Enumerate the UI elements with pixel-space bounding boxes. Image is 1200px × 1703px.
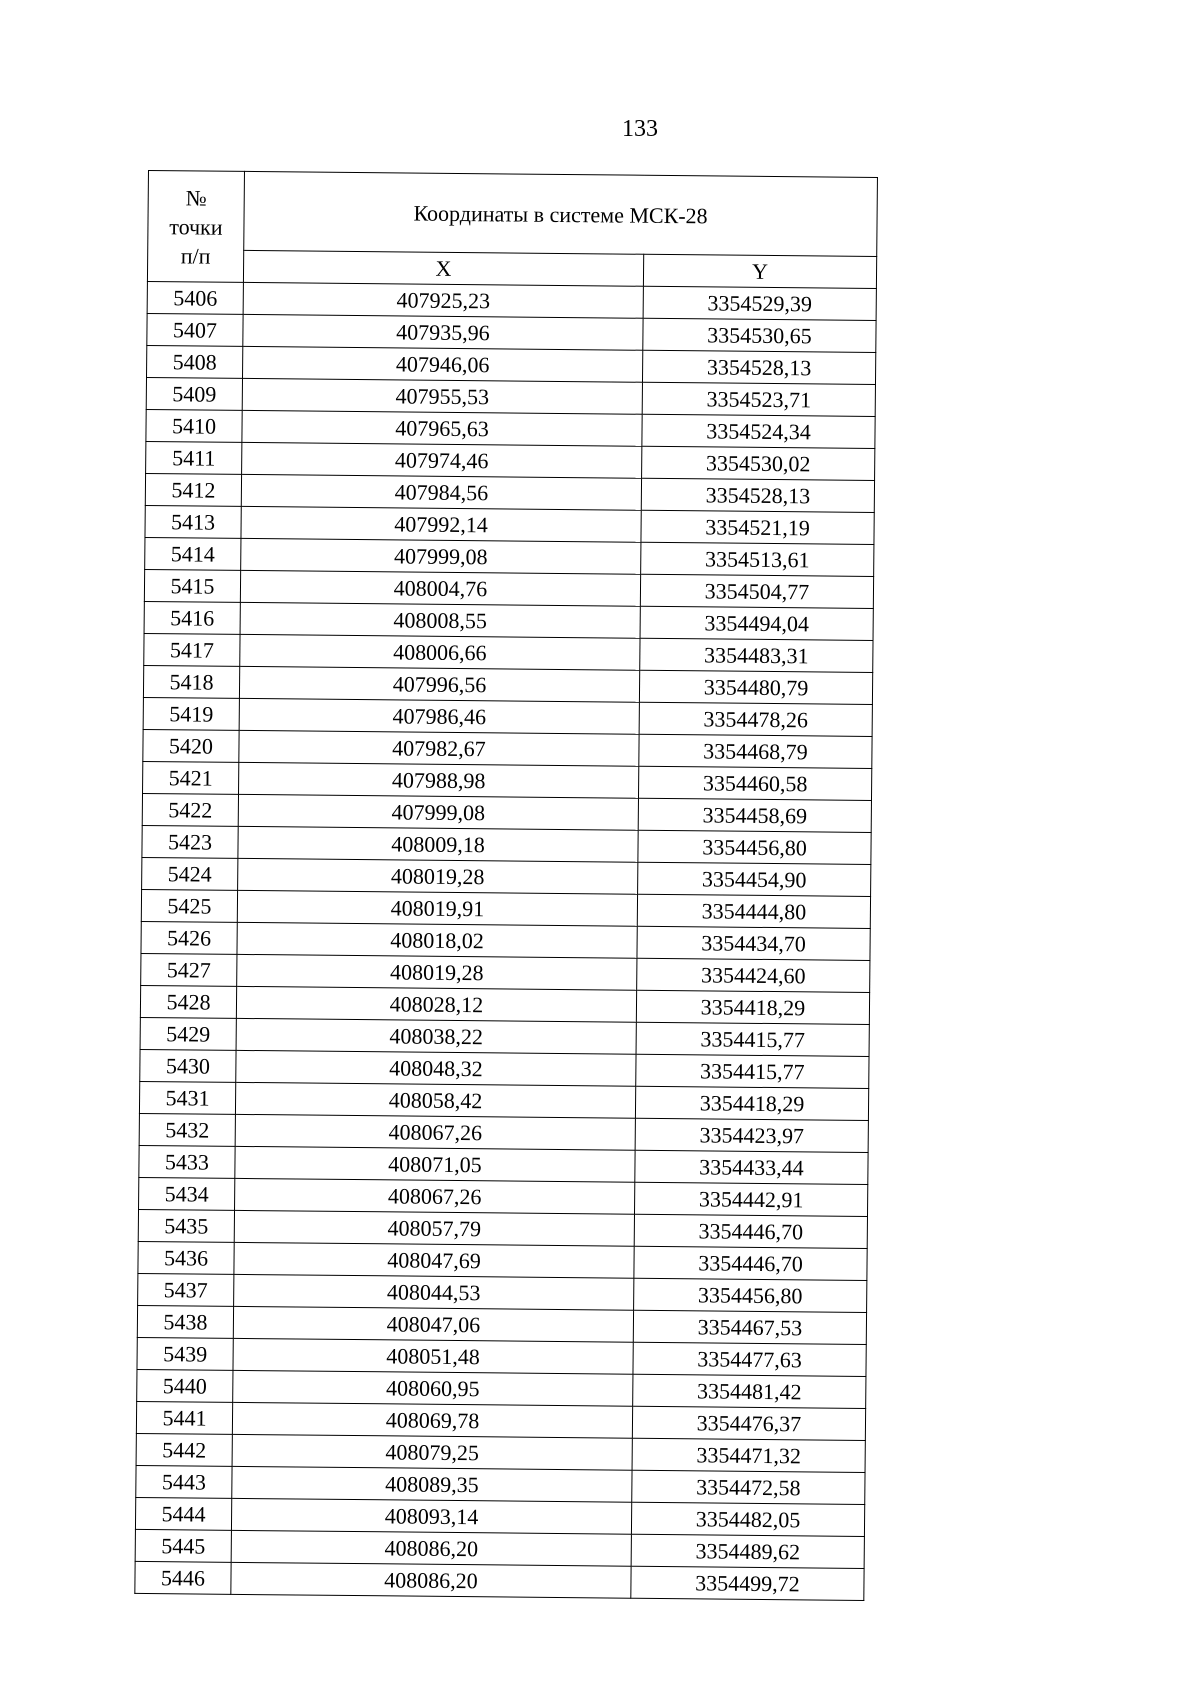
x-column-header: X [243,250,643,286]
x-coordinate-cell: 408048,32 [236,1050,636,1086]
x-coordinate-cell: 408051,48 [233,1338,633,1374]
x-coordinate-cell: 407925,23 [243,282,643,318]
x-coordinate-cell: 408071,05 [235,1146,635,1182]
coordinates-table [134,170,878,1601]
point-number-cell: 5418 [143,665,239,698]
y-coordinate-cell: 3354458,69 [638,798,871,832]
x-coordinate-cell: 408018,02 [237,922,637,958]
x-coordinate-cell: 408067,26 [235,1114,635,1150]
x-coordinate-cell: 408093,14 [231,1498,631,1534]
y-column-header: Y [643,254,876,288]
y-coordinate-cell: 3354499,72 [631,1566,864,1600]
point-number-cell: 5443 [136,1465,232,1498]
x-coordinate-cell: 407992,14 [241,506,641,542]
page-number: 133 [622,116,658,142]
point-number-cell: 5411 [146,441,242,474]
point-number-cell: 5439 [137,1337,233,1370]
x-coordinate-cell: 407996,56 [239,666,639,702]
point-number-cell: 5434 [139,1177,235,1210]
y-coordinate-cell: 3354454,90 [638,862,871,896]
point-number-cell: 5433 [139,1145,235,1178]
y-coordinate-cell: 3354489,62 [631,1534,864,1568]
y-coordinate-cell: 3354480,79 [639,670,872,704]
point-number-cell: 5412 [145,473,241,506]
x-coordinate-cell: 407984,56 [241,474,641,510]
x-coordinate-cell: 408028,12 [236,986,636,1022]
y-coordinate-cell: 3354460,58 [638,766,871,800]
y-coordinate-cell: 3354494,04 [640,606,873,640]
x-coordinate-cell: 407999,08 [241,538,641,574]
x-coordinate-cell: 408009,18 [238,826,638,862]
y-coordinate-cell: 3354481,42 [633,1374,866,1408]
y-coordinate-cell: 3354471,32 [632,1438,865,1472]
y-coordinate-cell: 3354415,77 [636,1054,869,1088]
y-coordinate-cell: 3354433,44 [635,1150,868,1184]
ordinal-abbrev: п/п [180,242,211,269]
y-coordinate-cell: 3354482,05 [631,1502,864,1536]
y-coordinate-cell: 3354521,19 [641,510,874,544]
point-number-cell: 5416 [144,601,240,634]
y-coordinate-cell: 3354504,77 [640,574,873,608]
point-number-header [147,171,244,283]
x-coordinate-cell: 407988,98 [239,762,639,798]
x-coordinate-cell: 407935,96 [243,314,643,350]
x-coordinate-cell: 408008,55 [240,602,640,638]
x-coordinate-cell: 408006,66 [240,634,640,670]
y-coordinate-cell: 3354456,80 [634,1278,867,1312]
point-number-cell: 5426 [141,921,237,954]
x-coordinate-cell: 407955,53 [242,378,642,414]
point-number-cell: 5446 [135,1561,231,1594]
y-coordinate-cell: 3354468,79 [639,734,872,768]
y-coordinate-cell: 3354442,91 [634,1182,867,1216]
point-number-cell: 5444 [135,1497,231,1530]
y-coordinate-cell: 3354472,58 [632,1470,865,1504]
point-number-cell: 5436 [138,1241,234,1274]
x-coordinate-cell: 408038,22 [236,1018,636,1054]
x-coordinate-cell: 408089,35 [232,1466,632,1502]
point-number-cell: 5430 [140,1049,236,1082]
y-coordinate-cell: 3354513,61 [641,542,874,576]
x-coordinate-cell: 408060,95 [233,1370,633,1406]
y-coordinate-cell: 3354530,65 [643,318,876,352]
y-coordinate-cell: 3354477,63 [633,1342,866,1376]
x-coordinate-cell: 408047,06 [233,1306,633,1342]
point-number-cell: 5429 [140,1017,236,1050]
y-coordinate-cell: 3354478,26 [639,702,872,736]
point-number-cell: 5432 [139,1113,235,1146]
point-number-cell: 5409 [146,377,242,410]
x-coordinate-cell: 407965,63 [242,410,642,446]
table-body [135,281,877,1600]
x-coordinate-cell: 407974,46 [242,442,642,478]
x-coordinate-cell: 408057,79 [234,1210,634,1246]
x-coordinate-cell: 408069,78 [232,1402,632,1438]
y-coordinate-cell: 3354434,70 [637,926,870,960]
point-number-cell: 5414 [145,537,241,570]
point-number-cell: 5427 [141,953,237,986]
point-number-cell: 5407 [147,313,243,346]
y-coordinate-cell: 3354523,71 [642,382,875,416]
x-coordinate-cell: 408086,20 [231,1562,631,1598]
point-number-cell: 5420 [143,729,239,762]
point-number-cell: 5419 [143,697,239,730]
y-coordinate-cell: 3354530,02 [642,446,875,480]
y-coordinate-cell: 3354528,13 [641,478,874,512]
y-coordinate-cell: 3354446,70 [634,1214,867,1248]
y-coordinate-cell: 3354528,13 [642,350,875,384]
y-coordinate-cell: 3354415,77 [636,1022,869,1056]
point-number-cell: 5406 [147,281,243,314]
x-coordinate-cell: 407946,06 [243,346,643,382]
point-number-cell: 5422 [142,793,238,826]
x-coordinate-cell: 408079,25 [232,1434,632,1470]
y-coordinate-cell: 3354483,31 [640,638,873,672]
point-number-cell: 5440 [137,1369,233,1402]
y-coordinate-cell: 3354446,70 [634,1246,867,1280]
x-coordinate-cell: 408067,26 [235,1178,635,1214]
x-coordinate-cell: 408019,28 [238,858,638,894]
point-number-cell: 5423 [142,825,238,858]
point-word: точки [169,213,223,240]
x-coordinate-cell: 408058,42 [235,1082,635,1118]
x-coordinate-cell: 407999,08 [238,794,638,830]
point-number-cell: 5415 [144,569,240,602]
point-number-cell: 5431 [139,1081,235,1114]
x-coordinate-cell: 408086,20 [231,1530,631,1566]
y-coordinate-cell: 3354424,60 [637,958,870,992]
point-number-cell: 5408 [147,345,243,378]
x-coordinate-cell: 408047,69 [234,1242,634,1278]
y-coordinate-cell: 3354444,80 [637,894,870,928]
coordinates-system-header: Координаты в системе МСК-28 [244,171,878,256]
x-coordinate-cell: 407982,67 [239,730,639,766]
point-number-cell: 5445 [135,1529,231,1562]
y-coordinate-cell: 3354423,97 [635,1118,868,1152]
point-number-cell: 5441 [136,1401,232,1434]
point-number-cell: 5437 [138,1273,234,1306]
table-row [135,1561,864,1600]
point-number-cell: 5428 [140,985,236,1018]
x-coordinate-cell: 408004,76 [240,570,640,606]
point-number-cell: 5413 [145,505,241,538]
point-number-cell: 5438 [137,1305,233,1338]
point-number-cell: 5417 [144,633,240,666]
y-coordinate-cell: 3354529,39 [643,286,876,320]
y-coordinate-cell: 3354467,53 [633,1310,866,1344]
x-coordinate-cell: 408019,91 [237,890,637,926]
point-number-cell: 5410 [146,409,242,442]
point-number-cell: 5442 [136,1433,232,1466]
x-coordinate-cell: 408044,53 [234,1274,634,1310]
number-sign: № [185,184,207,211]
y-coordinate-cell: 3354456,80 [638,830,871,864]
y-coordinate-cell: 3354476,37 [632,1406,865,1440]
y-coordinate-cell: 3354418,29 [635,1086,868,1120]
y-coordinate-cell: 3354524,34 [642,414,875,448]
x-coordinate-cell: 407986,46 [239,698,639,734]
x-coordinate-cell: 408019,28 [237,954,637,990]
y-coordinate-cell: 3354418,29 [636,990,869,1024]
point-number-cell: 5424 [142,857,238,890]
point-number-cell: 5435 [138,1209,234,1242]
point-number-cell: 5421 [143,761,239,794]
point-number-cell: 5425 [141,889,237,922]
